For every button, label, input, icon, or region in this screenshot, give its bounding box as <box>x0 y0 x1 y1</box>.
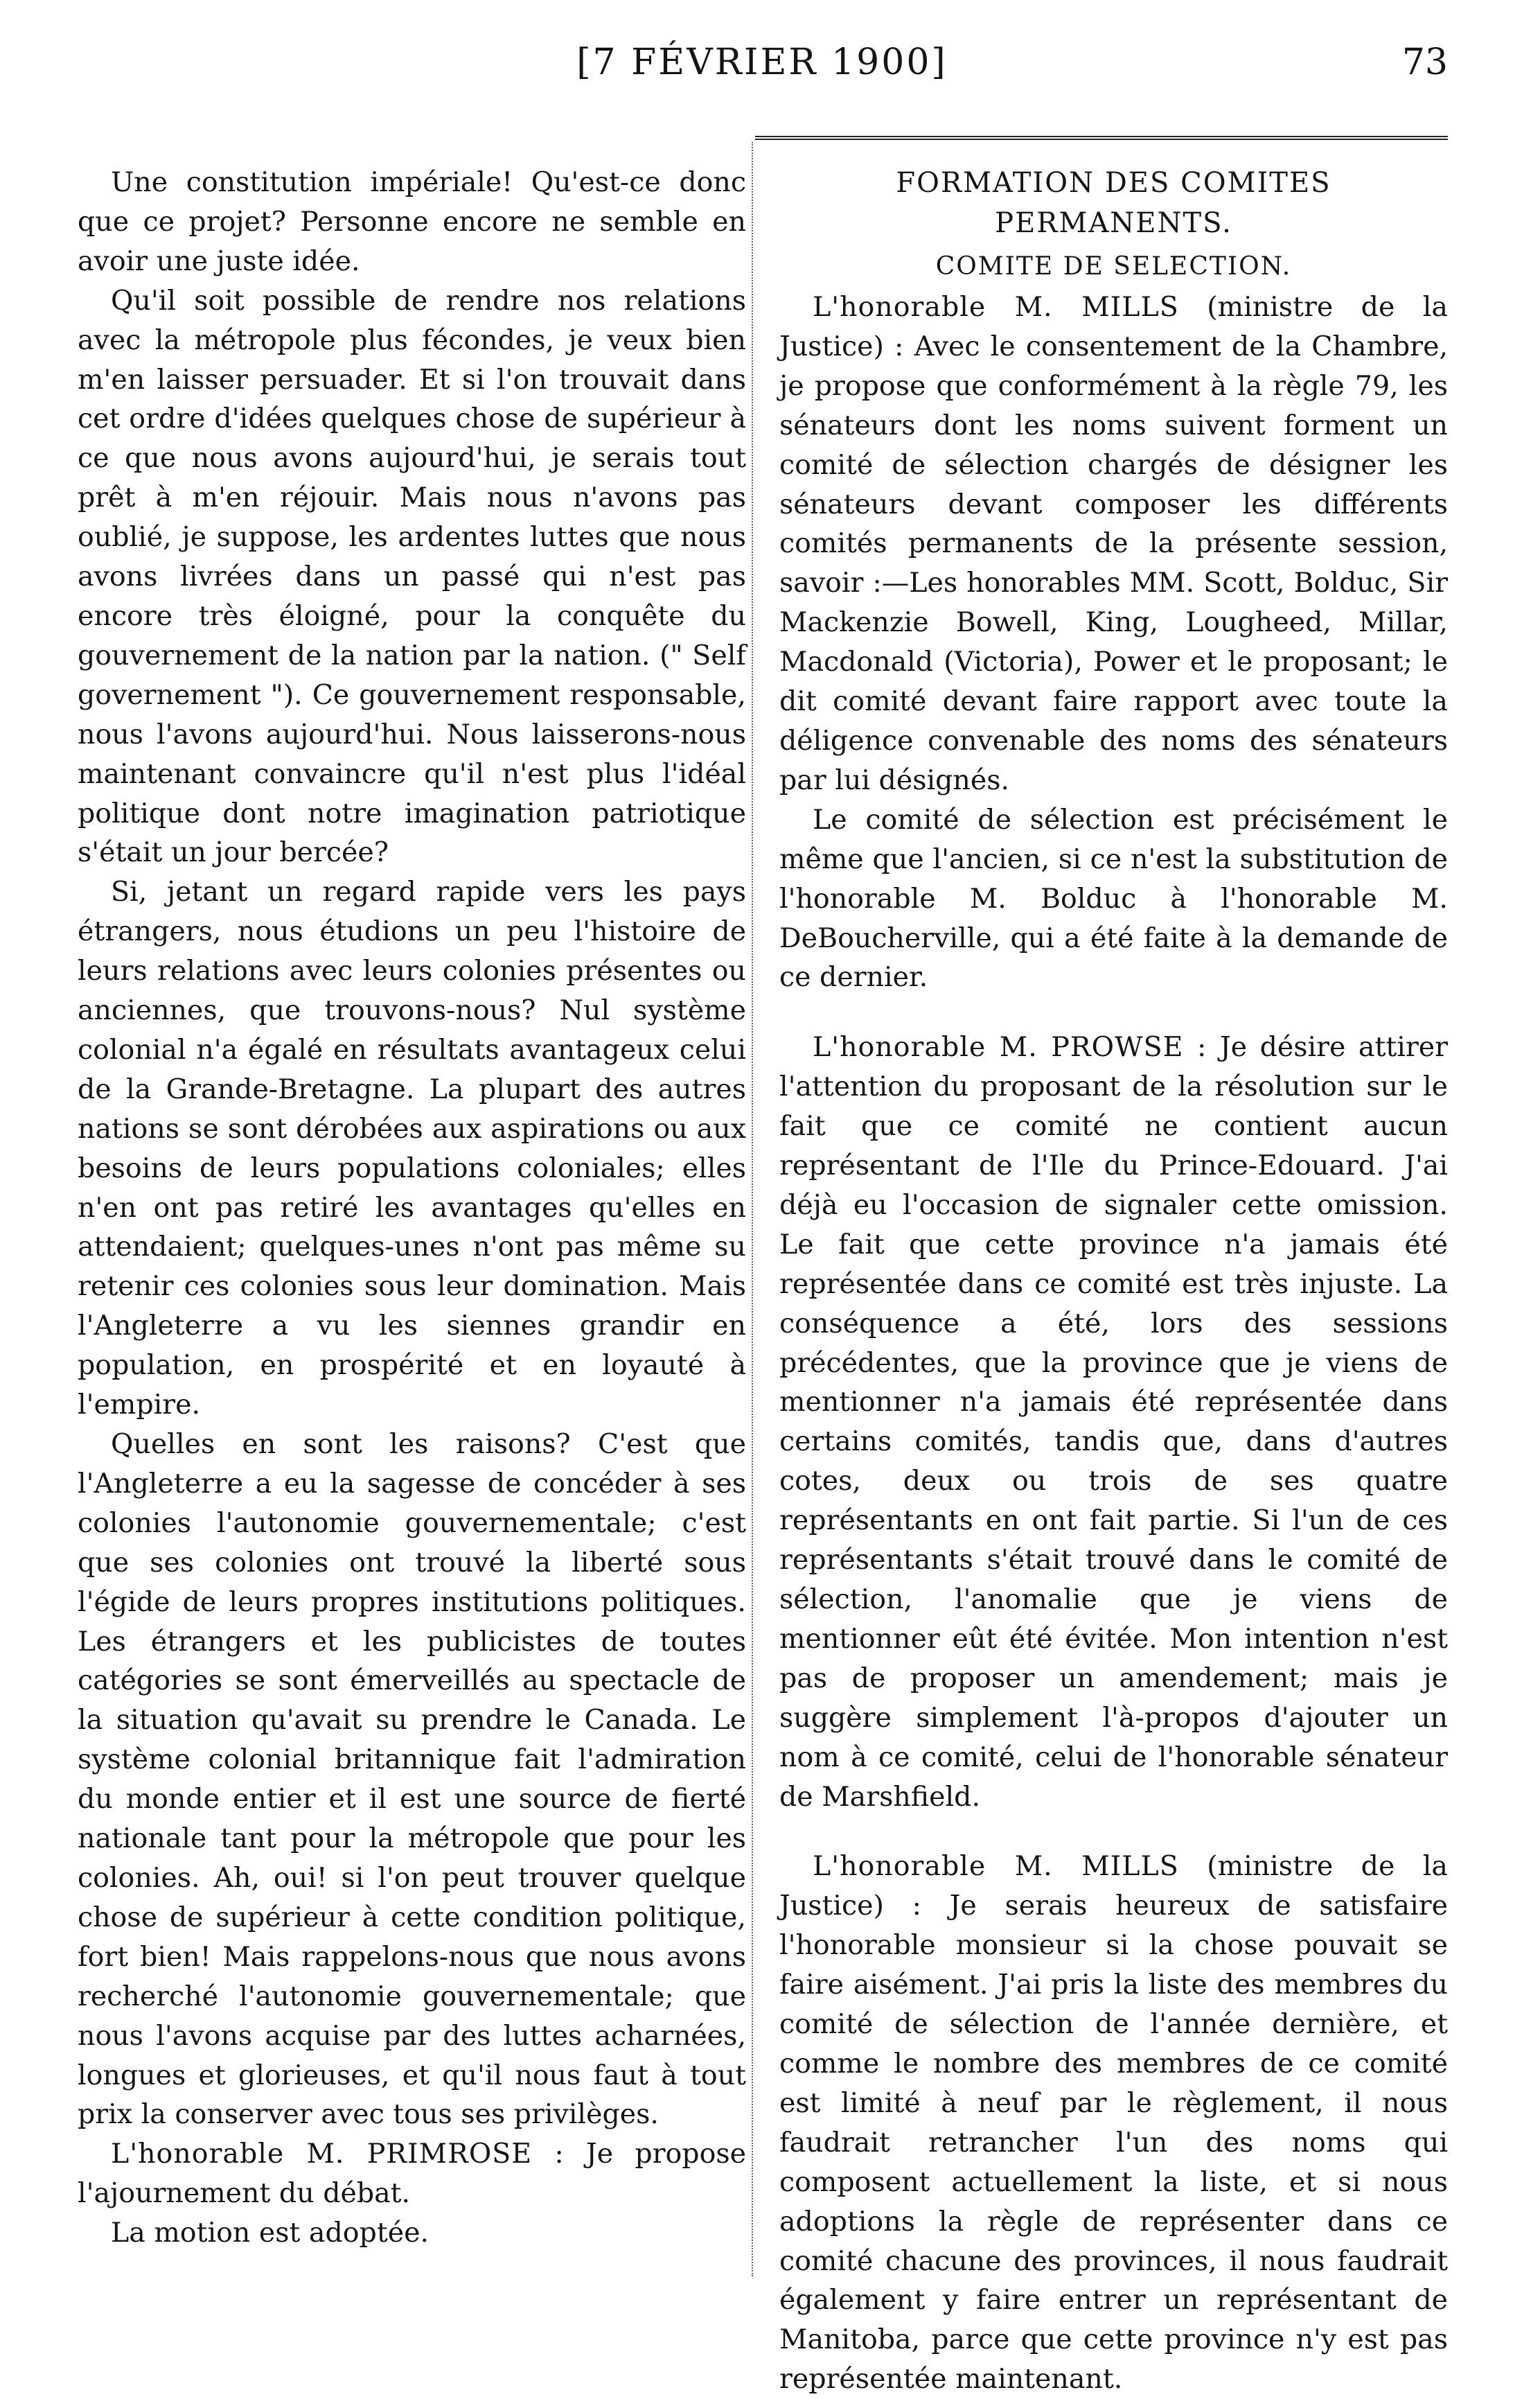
speaker-mills: L'honorable M. MILLS <box>813 291 1179 323</box>
mills-motion: (ministre de la Justice) : Avec le consentement de la Chambre, je propose que conformément à la règle 79, les sénateurs dont les noms suivent forment un comité de sélection chargés de désigner les sénateurs devant composer les différents comités permanents de la présente session, savoir :—Les honorables MM. Scott, Bolduc, Sir Mackenzie Bowell, King, Lougheed, Millar, Macdonald (Victoria), Power et le proposant; le dit comité devant faire rapport avec toute la déligence convenable des noms des sénateurs par lui désignés. <box>779 291 1448 796</box>
left-paragraph-2: Qu'il soit possible de rendre nos relations avec la métropole plus fécondes, je veux bien m'en laisser persuader. Et si l'on trouvait dans cet ordre d'idées quelques chose de supérieur à ce que nous avons aujourd'hui, je serais tout prêt à m'en réjouir. Mais nous n'avons pas oublié, je suppose, les ardentes luttes que nous avons livrées dans un passé qui n'est pas encore très éloigné, pour la conquête du gouvernement de la nation par la nation. (" Self governement "). Ce gouvernement responsable, nous l'avons aujourd'hui. Nous laisserons-nous maintenant convaincre qu'il n'est plus l'idéal politique dont notre imagination patriotique s'était un jour bercée? <box>78 284 746 869</box>
page-number: 73 <box>1401 42 1448 83</box>
right-paragraph-1 <box>779 288 1448 800</box>
speaker-prowse: L'honorable M. PROWSE : <box>813 1031 1207 1064</box>
section-title: FORMATION DES COMITES PERMANENTS. <box>896 167 1331 239</box>
left-paragraph-6: La motion est adoptée. <box>111 2217 430 2249</box>
prowse-speech: Je désire attirer l'attention du proposant de la résolution sur le fait que ce comité ne contient aucun représentant de l'Ile du Prince-Edouard. J'ai déjà eu l'occasion de signaler cette omission. Le fait que cette province n'a jamais été représentée dans ce comité est très injuste. La conséquence a été, lors des sessions précédentes, que la province que je viens de mentionner n'a jamais été représentée dans certains comités, tandis que, dans d'autres cotes, deux ou trois de ses quatre représentants en ont fait partie. Si l'un de ces représentants s'était trouvé dans le comité de sélection, l'anomalie que je viens de mentionner eût été évitée. Mon intention n'est pas de proposer un amendement; mais je suggère simplement l'à-propos d'ajouter un nom à ce comité, celui de l'honorable sénateur de Marshfield. <box>779 1031 1448 1813</box>
right-paragraph-2: Le comité de sélection est précisément le même que l'ancien, si ce n'est la substitution de l'honorable M. Bolduc à l'honorable M. DeBoucherville, qui a été faite à la demande de ce dernier. <box>779 803 1448 994</box>
left-paragraph-4: Quelles en sont les raisons? C'est que l'Angleterre a eu la sagesse de concéder à ses colonies l'autonomie gouvernementale; c'est que ses colonies ont trouvé la liberté sous l'égide de leurs propres institutions politiques. Les étrangers et les publicistes de toutes catégories se sont émerveillés au spectacle de la situation qu'avait su prendre le Canada. Le système colonial britannique fait l'admiration du monde entier et il est une source de fierté nationale tant pour la métropole que pour les colonies. Ah, oui! si l'on peut trouver quelque chose de supérieur à cette condition politique, fort bien! Mais rappelons-nous que nous avons recherché l'autonomie gouvernementale; que nous l'avons acquise par des luttes acharnées, longues et glorieuses, et qu'il nous faut à tout prix la conserver avec tous ses privilèges. <box>78 1428 746 2131</box>
left-paragraph-3: Si, jetant un regard rapide vers les pays étrangers, nous étudions un peu l'histoire de leurs relations avec leurs colonies présentes ou anciennes, que trouvons-nous? Nul système colonial n'a égalé en résultats avantageux celui de la Grande-Bretagne. La plupart des autres nations se sont dérobées aux aspirations ou aux besoins de leurs populations coloniales; elles n'en ont pas retiré les avantages qu'elles en attendaient; quelques-unes n'ont pas même su retenir ces colonies sous leur domination. Mais l'Angleterre a vu les siennes grandir en population, en prospérité et en loyauté à l'empire. <box>78 876 746 1421</box>
mills-reply: (ministre de la Justice) : Je serais heureux de satisfaire l'honorable monsieur si la chose pouvait se faire aisément. J'ai pris la liste des membres du comité de sélection de l'année dernière, et comme le nombre des membres de ce comité est limité à neuf par le règlement, il nous faudrait retrancher l'un des noms qui composent actuellement la liste, et si nous adoptions la règle de représenter dans ce comité chacune des provinces, il nous faudrait également y faire entrer un représentant de Manitoba, parce que cette province n'y est pas représentée maintenant. <box>779 1850 1448 2396</box>
page-header <box>76 42 1448 90</box>
left-column <box>78 163 746 2253</box>
header-rule <box>755 136 1448 140</box>
header-date: [7 FÉVRIER 1900] <box>576 42 948 83</box>
primrose-speech: Je propose l'ajournement du débat. <box>78 2138 746 2210</box>
right-paragraph-4 <box>779 1847 1448 2399</box>
spacer <box>779 997 1448 1028</box>
speaker-primrose: L'honorable M. PRIMROSE : <box>111 2138 565 2170</box>
right-paragraph-3 <box>779 1028 1448 1816</box>
column-divider <box>752 142 753 2276</box>
spacer <box>779 1816 1448 1847</box>
left-paragraph-1: Une constitution impériale! Qu'est-ce donc que ce projet? Personne encore ne semble en avoir une juste idée. <box>78 166 746 277</box>
speaker-mills-reply: L'honorable M. MILLS <box>813 1850 1179 1883</box>
right-column <box>779 163 1448 2399</box>
sub-title: COMITE DE SELECTION. <box>935 252 1292 281</box>
left-paragraph-5 <box>78 2134 746 2213</box>
